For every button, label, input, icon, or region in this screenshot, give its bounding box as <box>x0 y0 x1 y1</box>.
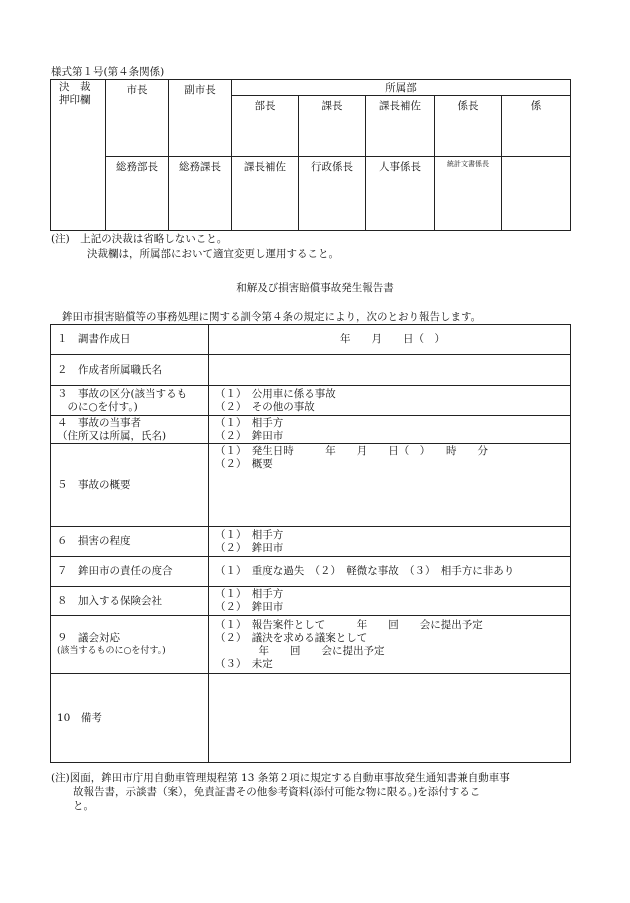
parties-field[interactable] <box>209 416 571 444</box>
footnote-text: 故報告書，示談書（案），免責証書その他参考資料(添付可能な物に限る。)を添付するこ <box>73 786 481 798</box>
stamp-cell-deputy-section-head[interactable] <box>366 96 435 157</box>
row-label <box>51 674 209 763</box>
row-label-text: 10 備考 <box>57 711 102 724</box>
report-row <box>51 325 571 355</box>
stamp-cell-general-affairs-dept-head[interactable] <box>106 157 169 231</box>
role-label <box>502 157 570 159</box>
role-label: 統計文書係長 <box>447 160 489 168</box>
accident-summary-field[interactable] <box>209 444 571 527</box>
report-row <box>51 587 571 616</box>
remarks-field[interactable] <box>209 674 571 763</box>
mayor-stamp-cell[interactable] <box>106 80 169 157</box>
option-text: （２） 鉾田市 <box>215 601 284 613</box>
intro-text: 鉾田市損害賠償等の事務処理に関する訓令第４条の規定により，次のとおり報告します。 <box>62 311 482 323</box>
row-label-text: のに○を付す。) <box>57 400 138 413</box>
report-row <box>51 527 571 557</box>
stamp-cell-deputy-section-head-2[interactable] <box>232 157 299 231</box>
row-label <box>51 557 209 587</box>
row-label <box>51 444 209 527</box>
footnote-line-1: (注)図面，鉾田市庁用自動車管理規程第 13 条第２項に規定する自動車事故発生通知書兼自動車事 <box>51 772 510 784</box>
responsibility-field[interactable] <box>209 557 571 587</box>
row-value-text: 年 月 日（ ） <box>340 333 445 345</box>
option-text: （１） 重度な過失 （２） 軽微な事故 （３） 相手方に非あり <box>215 565 515 577</box>
footnote-line-2 <box>73 785 583 813</box>
report-table <box>50 324 571 763</box>
vice-mayor-label: 副市長 <box>184 84 216 96</box>
row-label <box>51 527 209 557</box>
row-label-text: ９ 議会対応 <box>57 631 120 644</box>
row-label-text: １ 調書作成日 <box>57 333 131 345</box>
document-title: 和解及び損害賠償事故発生報告書 <box>236 282 394 294</box>
approval-note-1: (注) 上記の決裁は省略しないこと。 <box>51 233 228 245</box>
row-label-text: ６ 損害の程度 <box>57 535 131 547</box>
row-label-text: ２ 作成者所属職氏名 <box>57 363 162 376</box>
row-label-text: ３ 事故の区分(該当するも <box>57 387 188 400</box>
approval-label-2: 押印欄 <box>59 94 91 106</box>
row-label-text: ８ 加入する保険会社 <box>57 594 162 607</box>
row-label <box>51 355 209 386</box>
option-text: （１） 公用車に係る事故 <box>215 387 336 400</box>
role-label: 課長 <box>321 100 343 112</box>
council-response-field[interactable] <box>209 616 571 674</box>
stamp-cell-statistics-chief[interactable] <box>435 157 502 231</box>
approval-table <box>50 79 571 231</box>
report-row <box>51 386 571 416</box>
role-label: 行政係長 <box>311 161 353 173</box>
approval-note-2: 決裁欄は，所属部において適宜変更し運用すること。 <box>87 248 339 260</box>
option-text: （３） 未定 <box>215 657 273 670</box>
role-label: 課長補佐 <box>379 100 421 112</box>
stamp-cell-hr-chief[interactable] <box>366 157 435 231</box>
row-label <box>51 587 209 616</box>
damage-extent-field[interactable] <box>209 527 571 557</box>
option-text: （２） 鉾田市 <box>215 541 284 554</box>
report-row <box>51 444 571 527</box>
report-row <box>51 416 571 444</box>
insurance-field[interactable] <box>209 587 571 616</box>
option-text: （２） 概要 <box>215 458 273 470</box>
role-label: 総務部長 <box>116 161 158 173</box>
form-label: 様式第１号(第４条関係) <box>51 66 165 78</box>
stamp-cell-empty[interactable] <box>502 157 571 231</box>
creation-date-field[interactable] <box>209 325 571 355</box>
role-label: 係長 <box>457 100 479 112</box>
approval-label-cell <box>51 80 106 231</box>
vice-mayor-stamp-cell[interactable] <box>169 80 232 157</box>
option-text: 年 回 会に提出予定 <box>227 644 385 657</box>
option-text: （２） その他の事故 <box>215 400 315 413</box>
stamp-cell-admin-chief[interactable] <box>299 157 366 231</box>
row-label-text: ４ 事故の当事者 <box>57 416 141 429</box>
dept-group-header: 所属部 <box>232 80 571 96</box>
option-text: （２） 議決を求める議案として <box>215 631 368 644</box>
role-label: 総務課長 <box>179 161 221 173</box>
report-row <box>51 557 571 587</box>
role-label: 係 <box>530 100 542 112</box>
option-text: （１） 相手方 <box>215 416 284 429</box>
author-field[interactable] <box>209 355 571 386</box>
report-row <box>51 355 571 386</box>
report-row <box>51 674 571 763</box>
option-text: （１） 相手方 <box>215 588 284 600</box>
row-label-text: (該当するものに○を付す。) <box>57 645 166 656</box>
option-text: （１） 発生日時 年 月 日（ ） 時 分 <box>215 445 488 457</box>
approval-label-1: 決 裁 <box>59 81 91 93</box>
footnote-text: と。 <box>73 800 94 812</box>
row-label <box>51 386 209 416</box>
option-text: （１） 報告案件として 年 回 会に提出予定 <box>215 618 483 631</box>
row-label <box>51 616 209 674</box>
role-label: 人事係長 <box>379 161 421 173</box>
role-label: 課長補佐 <box>244 161 286 173</box>
accident-category-field[interactable] <box>209 386 571 416</box>
row-label <box>51 325 209 355</box>
row-label-text: ５ 事故の概要 <box>57 478 131 491</box>
mayor-label: 市長 <box>126 84 148 96</box>
report-row <box>51 616 571 674</box>
option-text: （１） 相手方 <box>215 528 284 541</box>
stamp-cell-section-head[interactable] <box>299 96 366 157</box>
role-label: 部長 <box>254 100 276 112</box>
option-text: （２） 鉾田市 <box>215 429 284 442</box>
stamp-cell-general-affairs-section-head[interactable] <box>169 157 232 231</box>
row-label-text: （住所又は所属，氏名) <box>57 429 167 442</box>
row-label <box>51 416 209 444</box>
stamp-cell-chief[interactable] <box>435 96 502 157</box>
stamp-cell-staff[interactable] <box>502 96 571 157</box>
row-label-text: ７ 鉾田市の責任の度合 <box>57 565 173 577</box>
stamp-cell-dept-head[interactable] <box>232 96 299 157</box>
